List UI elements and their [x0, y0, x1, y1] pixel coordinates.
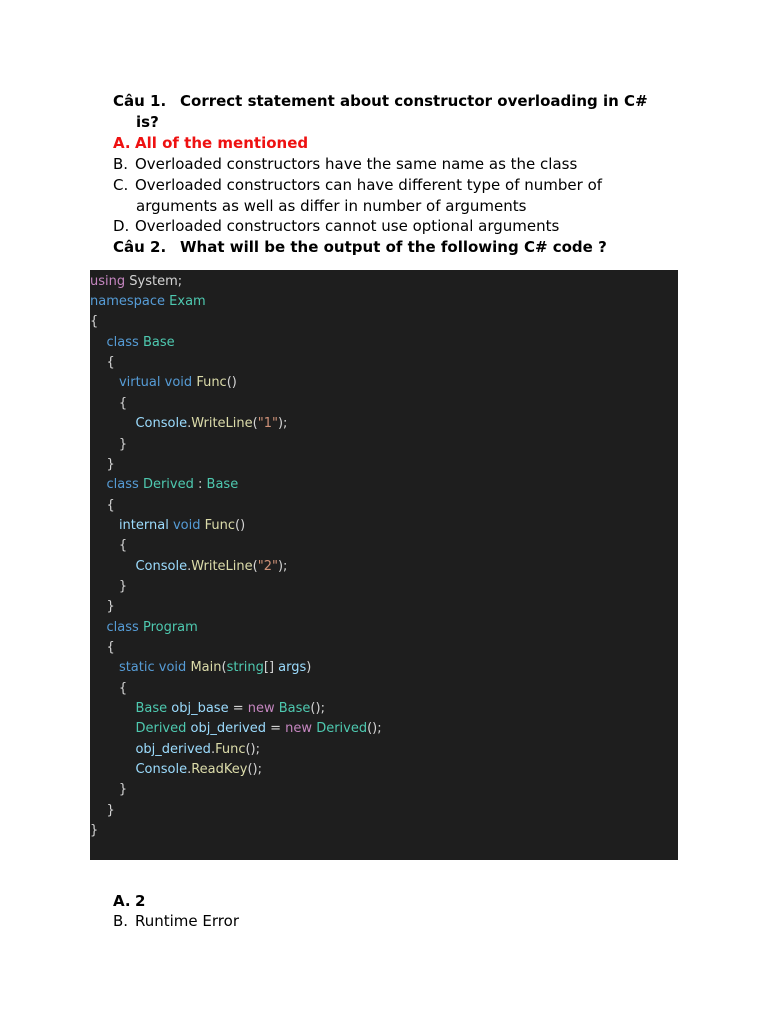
- question-1-number: Câu 1.: [113, 92, 167, 110]
- code-line-13: internal void Func(): [118, 518, 246, 533]
- code-line-5: {: [90, 355, 115, 370]
- question-2-text: What will be the output of the following C# code ?: [180, 238, 607, 256]
- code-line-18: class Program: [106, 620, 198, 635]
- code-line-20: static void Main(string[] args): [118, 660, 312, 675]
- question-1-text: Correct statement about constructor overloading in C#: [180, 92, 648, 110]
- q2-option-b: B. Runtime Error: [113, 912, 239, 930]
- code-block: [90, 270, 678, 860]
- code-line-2: namespace Exam: [90, 294, 206, 309]
- q1-option-b: B. Overloaded constructors have the same name as the class: [113, 155, 578, 173]
- code-line-1: using System;: [90, 274, 183, 289]
- code-line-25: Console.ReadKey();: [135, 762, 262, 777]
- code-line-17: }: [90, 599, 115, 614]
- code-line-7: {: [90, 396, 128, 411]
- code-line-9: }: [90, 437, 128, 452]
- code-line-24: obj_derived.Func();: [135, 742, 261, 757]
- code-line-3: {: [90, 314, 99, 329]
- code-line-4: class Base: [106, 335, 175, 350]
- code-line-23: Derived obj_derived = new Derived();: [135, 721, 382, 736]
- q1-option-c-continued: arguments as well as differ in number of arguments: [136, 197, 527, 215]
- code-line-22: Base obj_base = new Base();: [135, 701, 325, 716]
- code-line-8: Console.WriteLine("1");: [135, 416, 288, 431]
- code-line-15: Console.WriteLine("2");: [135, 559, 288, 574]
- code-line-28: }: [90, 823, 99, 838]
- q1-option-a: A. All of the mentioned: [113, 134, 309, 152]
- code-line-27: }: [90, 803, 115, 818]
- code-line-14: {: [90, 538, 128, 553]
- question-2-number: Câu 2.: [113, 238, 167, 256]
- code-line-11: class Derived : Base: [106, 477, 239, 492]
- code-line-12: {: [90, 498, 115, 513]
- code-line-10: }: [90, 457, 115, 472]
- question-1-title-continued: is?: [136, 113, 159, 131]
- code-line-26: }: [90, 782, 128, 797]
- code-line-6: virtual void Func(): [118, 375, 237, 390]
- q1-option-c: C. Overloaded constructors can have different type of number of: [113, 176, 603, 194]
- question-2-title: [113, 237, 607, 257]
- q2-option-a: A. 2: [113, 892, 146, 910]
- code-line-21: {: [90, 681, 128, 696]
- code-line-19: {: [90, 640, 115, 655]
- code-line-16: }: [90, 579, 128, 594]
- question-1-title: [113, 91, 648, 111]
- q1-option-d: D. Overloaded constructors cannot use optional arguments: [113, 217, 560, 235]
